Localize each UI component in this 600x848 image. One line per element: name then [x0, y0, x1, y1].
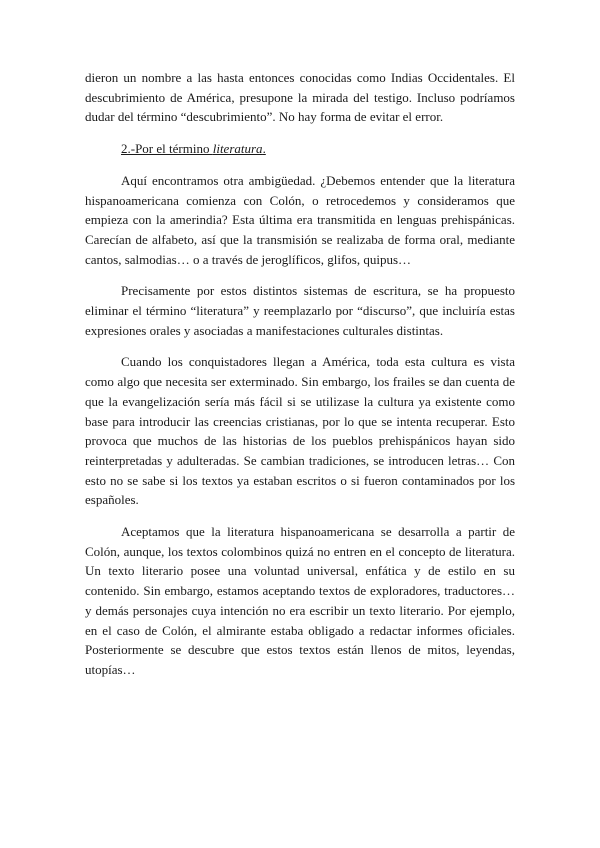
section-heading [85, 139, 515, 159]
paragraph-writing-systems: Precisamente por estos distintos sistemas de escritura, se ha propuesto eliminar el término “literatura” y reemplazarlo por “discurso”, que incluiría estas expresiones orales y asociadas a manifestaciones culturales distintas. [85, 283, 515, 338]
paragraph-continuation: dieron un nombre a las hasta entonces conocidas como Indias Occidentales. El descubrimiento de América, presupone la mirada del testigo. Incluso podríamos dudar del término “descubrimiento”. No hay forma de evitar el error. [85, 70, 515, 125]
heading-suffix: . [262, 141, 266, 157]
paragraph-conquistadores: Cuando los conquistadores llegan a América, toda esta cultura es vista como algo que necesita ser exterminado. Sin embargo, los frailes se dan cuenta de que la evangelización sería más fácil si se utilizase la cultura ya existente como base para introducir las creencias cristianas, por lo que se intenta recuperar. Esto provoca que muchos de las historias de los pueblos prehispánicos hayan sido reinterpretadas y adulteradas. Se cambian tradiciones, se introducen letras… Con esto no se sabe si los textos ya estaban escritos o si fueron contaminados por los españoles. [85, 354, 515, 508]
paragraph-colon: Aceptamos que la literatura hispanoamericana se desarrolla a partir de Colón, aunque, los textos colombinos quizá no entren en el concepto de literatura. Un texto literario posee una voluntad universal, enfática y de estilo en su contenido. Sin embargo, estamos aceptando textos de exploradores, traductores… y demás personajes cuya intención no era escribir un texto literario. Por ejemplo, en el caso de Colón, el almirante estaba obligado a redactar informes oficiales. Posteriormente se descubre que estos textos están llenos de mitos, leyendas, utopías… [85, 524, 515, 677]
heading-emphasis: literatura [212, 141, 263, 157]
document-body [85, 68, 515, 692]
paragraph-ambiguity: Aquí encontramos otra ambigüedad. ¿Debemos entender que la literatura hispanoamericana comienza con Colón, o retrocedemos y consideramos que empieza con la amerindia? Esta última era transmitida en lenguas prehispánicas. Carecían de alfabeto, así que la transmisión se realizaba de forma oral, mediante cantos, salmodias… o a través de jeroglíficos, glifos, quipus… [85, 172, 515, 267]
heading-prefix: 2.-Por el término [121, 141, 213, 157]
